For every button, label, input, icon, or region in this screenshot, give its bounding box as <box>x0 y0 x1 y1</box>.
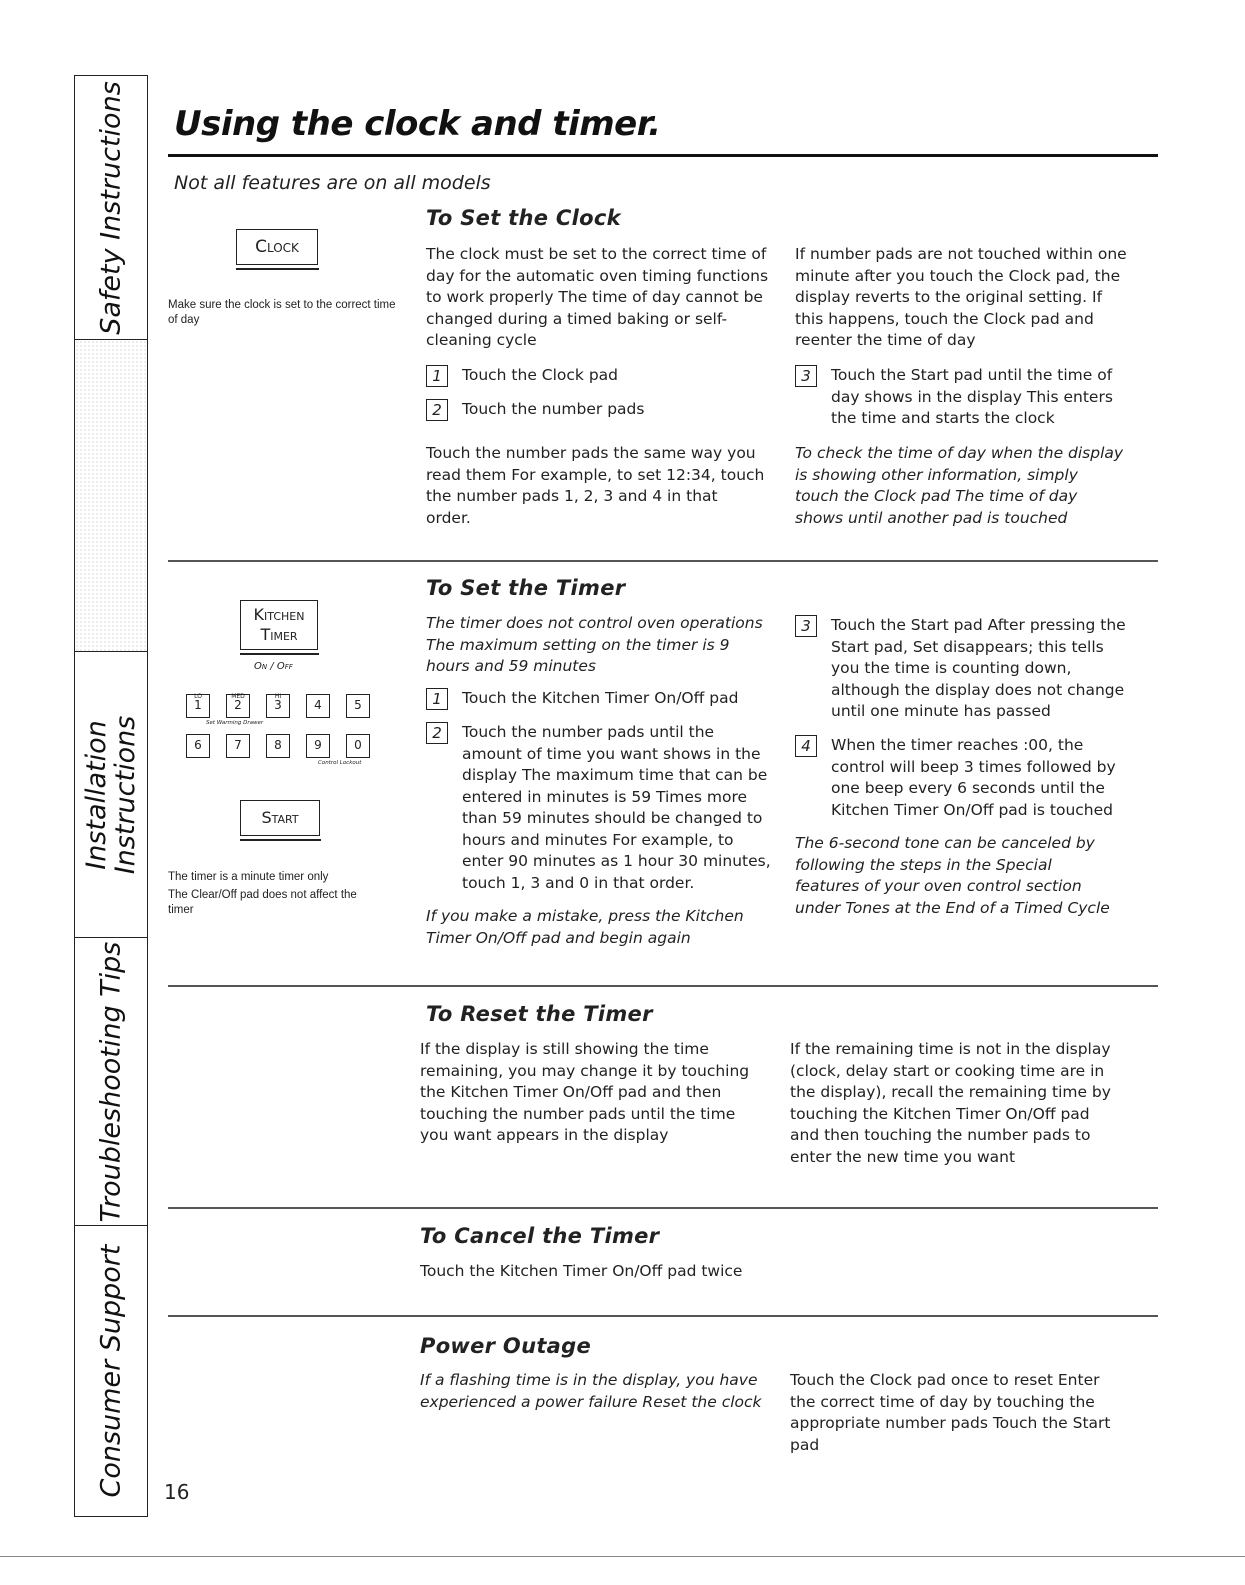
sidebar-tab-label: Safety Instructions <box>95 80 127 335</box>
key-1-digit: 1 <box>194 698 202 712</box>
reset-heading: To Reset the Timer <box>426 1002 653 1026</box>
key-5-digit: 5 <box>354 698 362 712</box>
clock-step-2-text: Touch the number pads <box>462 400 645 418</box>
timer-caption-2: The Clear/Off pad does not affect the timer <box>168 889 357 916</box>
timer-caption-1: The timer is a minute timer only <box>168 871 329 883</box>
key-7-icon <box>226 734 250 758</box>
clock-step-3-text: Touch the Start pad until the time of day shows in the display This enters the time and starts the clock <box>831 366 1113 427</box>
timer-step-4-text: When the timer reaches :00, the control will beep 3 times followed by one beep every 6 seconds until the Kitchen Timer On/Off pad is touched <box>831 736 1116 819</box>
sidebar-tab-operating[interactable] <box>74 339 148 651</box>
section-divider <box>168 1315 1158 1317</box>
page-subtitle: Not all features are on all models <box>174 172 491 194</box>
power-left: If a flashing time is in the display, you have experienced a power failure Reset the clock <box>420 1371 762 1411</box>
key-3-icon <box>266 694 290 718</box>
key-4-digit: 4 <box>314 698 322 712</box>
section-divider <box>168 560 1158 562</box>
kitchen-timer-pad-sub: On / Off <box>254 661 293 672</box>
key-9-icon <box>306 734 330 758</box>
timer-note: The 6-second tone can be canceled by following the steps in the Special features of your oven control section under Tones at the End of a Timed Cycle <box>795 834 1110 917</box>
key-3-digit: 3 <box>274 698 282 712</box>
key-8-digit: 8 <box>274 738 282 752</box>
sidebar-tab-label: Troubleshooting Tips <box>95 941 127 1222</box>
step-number-icon: 2 <box>426 399 448 421</box>
key-1-sublabel: LO <box>194 693 202 700</box>
sidebar-tab-label: Consumer Support <box>95 1244 127 1498</box>
section-divider <box>168 985 1158 987</box>
clock-example: Touch the number pads the same way you read them For example, to set 12:34, touch the number pads 1, 2, 3 and 4 in that order. <box>426 444 765 527</box>
step-number-icon: 1 <box>426 688 448 710</box>
reset-right: If the remaining time is not in the display (clock, delay start or cooking time are in the display), recall the remaining time by touching the Kitchen Timer On/Off pad and then touching the number pads to enter the new time you want <box>790 1040 1111 1166</box>
timer-mistake: If you make a mistake, press the Kitchen Timer On/Off pad and begin again <box>426 907 744 947</box>
start-pad-label: Start <box>261 808 299 827</box>
sidebar-tab-consumer-support[interactable] <box>74 1225 148 1517</box>
clock-caption: Make sure the clock is set to the correct time of day <box>168 299 396 326</box>
sidebar-tab-installation[interactable] <box>74 651 148 937</box>
section-divider <box>168 1207 1158 1209</box>
key-2-icon <box>226 694 250 718</box>
power-heading: Power Outage <box>420 1334 592 1358</box>
sidebar-tab-troubleshooting[interactable] <box>74 937 148 1225</box>
power-right: Touch the Clock pad once to reset Enter the correct time of day by touching the appropriate number pads Touch the Start pad <box>790 1371 1111 1454</box>
reset-left: If the display is still showing the time remaining, you may change it by touching the Kitchen Timer On/Off pad and then touching the number pads until the time you want appears in the display <box>420 1040 750 1144</box>
start-pad-icon <box>240 800 320 836</box>
timer-step-2-text: Touch the number pads until the amount of time you want shows in the display The maximum time that can be entered in minutes is 59 Times more than 59 minutes should be changed to hours and minutes For example, to enter 90 minutes as 1 hour 30 minutes, touch 1, 3 and 0 in that order. <box>462 723 771 892</box>
clock-pad-label: Clock <box>255 237 299 257</box>
key-2-sublabel: MED <box>231 693 245 700</box>
clock-note: To check the time of day when the display is showing other information, simply touch the Clock pad The time of day shows until another pad is touched <box>795 444 1124 527</box>
timer-heading: To Set the Timer <box>426 576 626 600</box>
sidebar-tab-label: Installation Instructions <box>81 715 141 874</box>
clock-right-para: If number pads are not touched within one minute after you touch the Clock pad, the display reverts to the original setting. If this happens, touch the Clock pad and reenter the time of day <box>795 245 1127 349</box>
keys-row2-caption: Control Lockout <box>318 760 362 766</box>
key-0-icon <box>346 734 370 758</box>
key-7-digit: 7 <box>234 738 242 752</box>
page-title: Using the clock and timer. <box>174 104 661 144</box>
clock-intro: The clock must be set to the correct time of day for the automatic oven timing functions to work properly The time of day cannot be changed during a timed baking or self-cleaning cycle <box>426 245 769 349</box>
kitchen-timer-pad-label-2: Timer <box>260 625 298 644</box>
key-5-icon <box>346 694 370 718</box>
bottom-rule <box>0 1556 1245 1557</box>
timer-intro: The timer does not control oven operations The maximum setting on the timer is 9 hours and 59 minutes <box>426 614 763 675</box>
cancel-text: Touch the Kitchen Timer On/Off pad twice <box>420 1262 743 1280</box>
key-3-sublabel: HI <box>274 693 282 700</box>
page-number: 16 <box>164 1480 190 1504</box>
key-6-digit: 6 <box>194 738 202 752</box>
cancel-heading: To Cancel the Timer <box>420 1224 660 1248</box>
key-0-digit: 0 <box>354 738 362 752</box>
step-number-icon: 3 <box>795 365 817 387</box>
timer-step-3-text: Touch the Start pad After pressing the Start pad, Set disappears; this tells you the time is counting down, although the display does not change until one minute has passed <box>831 616 1126 720</box>
keys-row1-caption: Set Warming Drawer <box>206 720 264 726</box>
title-rule <box>168 154 1158 157</box>
clock-heading: To Set the Clock <box>426 206 621 230</box>
sidebar-tab-safety[interactable] <box>74 75 148 339</box>
step-number-icon: 4 <box>795 735 817 757</box>
key-2-digit: 2 <box>234 698 242 712</box>
timer-step-1-text: Touch the Kitchen Timer On/Off pad <box>462 689 739 707</box>
key-9-digit: 9 <box>314 738 322 752</box>
key-8-icon <box>266 734 290 758</box>
step-number-icon: 1 <box>426 365 448 387</box>
key-1-icon <box>186 694 210 718</box>
kitchen-timer-pad-icon <box>240 600 318 650</box>
step-number-icon: 2 <box>426 722 448 744</box>
step-number-icon: 3 <box>795 615 817 637</box>
clock-pad-icon <box>236 229 318 265</box>
clock-step-1-text: Touch the Clock pad <box>462 366 618 384</box>
key-6-icon <box>186 734 210 758</box>
key-4-icon <box>306 694 330 718</box>
kitchen-timer-pad-label-1: Kitchen <box>253 605 305 624</box>
